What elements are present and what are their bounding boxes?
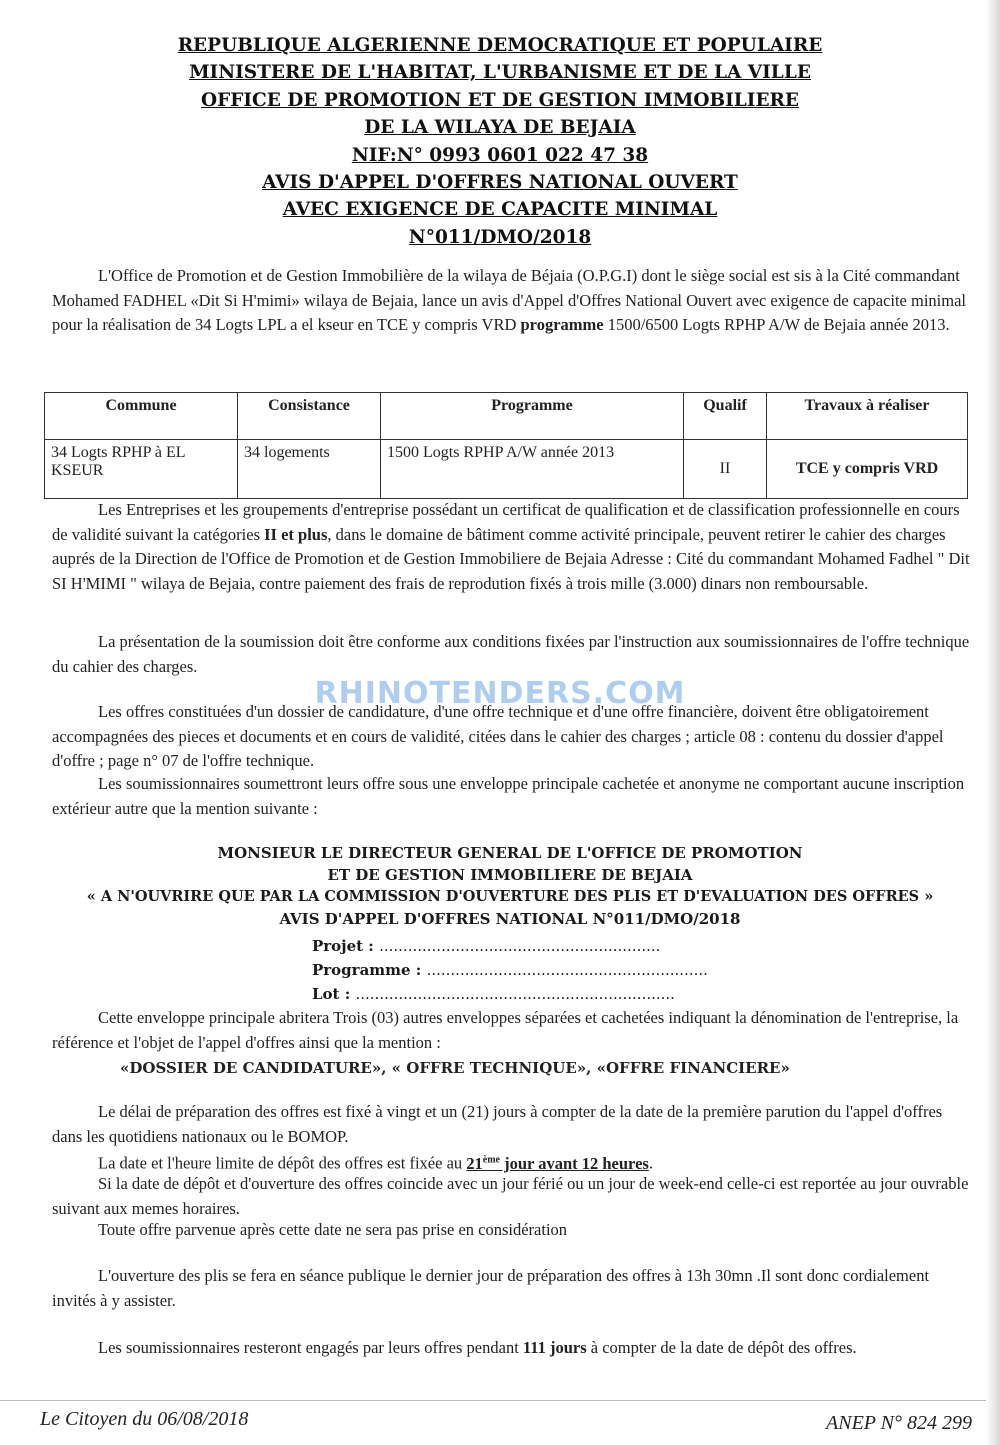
enveloppe-paragraph: Cette enveloppe principale abritera Trois (03) autres enveloppes séparées et cachetées indiquant la dénomination de l'entreprise, la référence et l'objet de l'appel d'offres ainsi que la mention : — [52, 1008, 959, 1052]
cell-commune: 34 Logts RPHP à EL KSEUR — [45, 440, 238, 499]
header-line-nif: NIF:N° 0993 0601 022 47 38 — [351, 144, 649, 166]
envelope-mention — [40, 842, 980, 930]
cell-consistance: 34 logements — [238, 440, 381, 499]
footer-divider — [0, 1400, 1000, 1401]
programme-dots: ........................................................... — [426, 961, 708, 979]
lot-dots: ................................................................... — [355, 985, 675, 1003]
col-commune: Commune — [45, 393, 238, 440]
mentions-line: «DOSSIER DE CANDIDATURE», « OFFRE TECHNIQUE», «OFFRE FINANCIERE» — [120, 1059, 790, 1077]
header-line-3: OFFICE DE PROMOTION ET DE GESTION IMMOBILIERE — [200, 89, 800, 111]
engages-text-2: à compter de la date de dépôt des offres. — [586, 1338, 857, 1357]
col-qualif: Qualif — [684, 393, 767, 440]
date-limit — [466, 1154, 649, 1173]
header-line-2: MINISTERE DE L'HABITAT, L'URBANISME ET DE LA VILLE — [189, 62, 811, 84]
entreprises-paragraph — [52, 498, 972, 596]
footer-publication: Le Citoyen du 06/08/2018 — [40, 1408, 249, 1430]
soumissionnaires-paragraph: Les soumissionnaires soumettront leurs offre sous une enveloppe principale cachetée et anonyme ne comportant aucune inscription extérieur autre que la mention suivante : — [52, 774, 965, 818]
header-line-4: DE LA WILAYA DE BEJAIA — [364, 117, 636, 139]
watermark: RHINOTENDERS.COM — [314, 676, 686, 711]
entreprises-text-2: , dans le domaine de bâtiment comme activité principale, peuvent retirer le cahier des charges auprés de la Direction de l'Office de Promotion et de Gestion Immobiliere de Bejaia Adresse : Cité du commandant Mohamed Fadhel " Dit SI H'MIMI " wilaya de Bejaia, contre paiement des frais de reprodution fixés à trois mille (3.000) dinars non remboursable. — [52, 524, 970, 593]
intro-text-2: 1500/6500 Logts RPHP A/W de Bejaia année 2013. — [603, 315, 950, 334]
header-line-exigence: AVEC EXIGENCE DE CAPACITE MINIMAL — [282, 199, 718, 221]
col-travaux: Travaux à réaliser — [767, 393, 968, 440]
table-row — [45, 440, 968, 499]
date-bold: jour avant 12 heures — [500, 1153, 649, 1173]
lot-field — [312, 982, 675, 1006]
projet-field — [312, 934, 660, 958]
toute-paragraph: Toute offre parvenue après cette date ne sera pas prise en considération — [98, 1220, 568, 1239]
date-day: 21 — [466, 1153, 483, 1173]
notice-header — [60, 32, 940, 251]
date-text-2: . — [648, 1153, 653, 1173]
programme-field — [312, 958, 708, 982]
engages-paragraph — [52, 1336, 972, 1361]
lot-label: Lot : — [312, 985, 351, 1003]
date-text-1: La date et l'heure limite de dépôt des offres est fixée au — [98, 1153, 467, 1173]
engages-text-1: Les soumissionnaires resteront engagés par leurs offres pendant — [98, 1338, 523, 1357]
engages-bold: 111 jours — [522, 1338, 587, 1357]
date-sup: ème — [482, 1154, 500, 1165]
envelope-line-3: « A N'OUVRIRE QUE PAR LA COMMISSION D'OUVERTURE DES PLIS ET D'EVALUATION DES OFFRES » — [86, 888, 934, 905]
ouverture-paragraph: L'ouverture des plis se fera en séance publique le dernier jour de préparation des offres à 13h 30mn .Il sont donc cordialement invités à y assister. — [52, 1266, 930, 1310]
envelope-line-4: AVIS D'APPEL D'OFFRES NATIONAL N°011/DMO/2018 — [279, 910, 741, 928]
projet-label: Projet : — [312, 937, 374, 955]
presentation-paragraph: La présentation de la soumission doit être conforme aux conditions fixées par l'instruction aux soumissionnaires de l'offre technique du cahier des charges. — [52, 632, 970, 676]
lots-table — [44, 392, 968, 499]
projet-dots: ........................................................... — [379, 937, 661, 955]
footer-anep-number: ANEP N° 824 299 — [826, 1412, 972, 1434]
entreprises-bold: II et plus — [264, 524, 328, 544]
header-line-1: REPUBLIQUE ALGERIENNE DEMOCRATIQUE ET POPULAIRE — [177, 35, 823, 56]
ferie-paragraph: Si la date de dépôt et d'ouverture des offres coincide avec un jour férié ou un jour de week-end celle-ci est reportée au jour ouvrable suivant aux memes horaires. — [52, 1174, 969, 1218]
cell-programme: 1500 Logts RPHP A/W année 2013 — [381, 440, 684, 499]
envelope-line-1: MONSIEUR LE DIRECTEUR GENERAL DE L'OFFICE DE PROMOTION — [217, 844, 803, 862]
page-edge-shadow — [986, 0, 1000, 1445]
col-programme: Programme — [381, 393, 684, 440]
header-line-numero: N°011/DMO/2018 — [408, 226, 592, 248]
cell-qualif: II — [684, 440, 767, 499]
intro-text-1: L'Office de Promotion et de Gestion Immobilière de la wilaya de Béjaia (O.P.G.I) dont le siège social est sis à la Cité commandant Mohamed FADHEL «Dit Si H'mimi» wilaya de Bejaia, lance un avis d'Appel d'Offres National Ouvert avec exigence de capacite minimal pour la réalisation de 34 Logts LPL a el kseur en TCE y compris VRD — [52, 266, 967, 334]
cell-travaux: TCE y compris VRD — [767, 440, 968, 499]
delai-paragraph: Le délai de préparation des offres est fixé à vingt et un (21) jours à compter de la date de la première parution du l'appel d'offres dans les quotidiens nationaux ou le BOMOP. — [52, 1102, 943, 1146]
header-line-avis: AVIS D'APPEL D'OFFRES NATIONAL OUVERT — [262, 172, 738, 194]
intro-paragraph — [52, 264, 972, 338]
table-header-row — [45, 393, 968, 440]
envelope-line-2: ET DE GESTION IMMOBILIERE DE BEJAIA — [327, 866, 693, 884]
intro-bold: programme — [520, 315, 604, 334]
col-consistance: Consistance — [238, 393, 381, 440]
entreprises-text-1: Les Entreprises et les groupements d'entreprise possédant un certificat de qualification et de classification professionnelle en cours de validité suivant la catégories — [52, 500, 960, 544]
programme-label: Programme : — [312, 961, 422, 979]
offres-paragraph: Les offres constituées d'un dossier de candidature, d'une offre technique et d'une offre financière, doivent être obligatoirement accompagnées des pieces et documents et en cours de validité, citées dans le cahier des charges ; article 08 : contenu du dossier d'appel d'offre ; page n° 07 de l'offre technique. — [52, 702, 944, 770]
